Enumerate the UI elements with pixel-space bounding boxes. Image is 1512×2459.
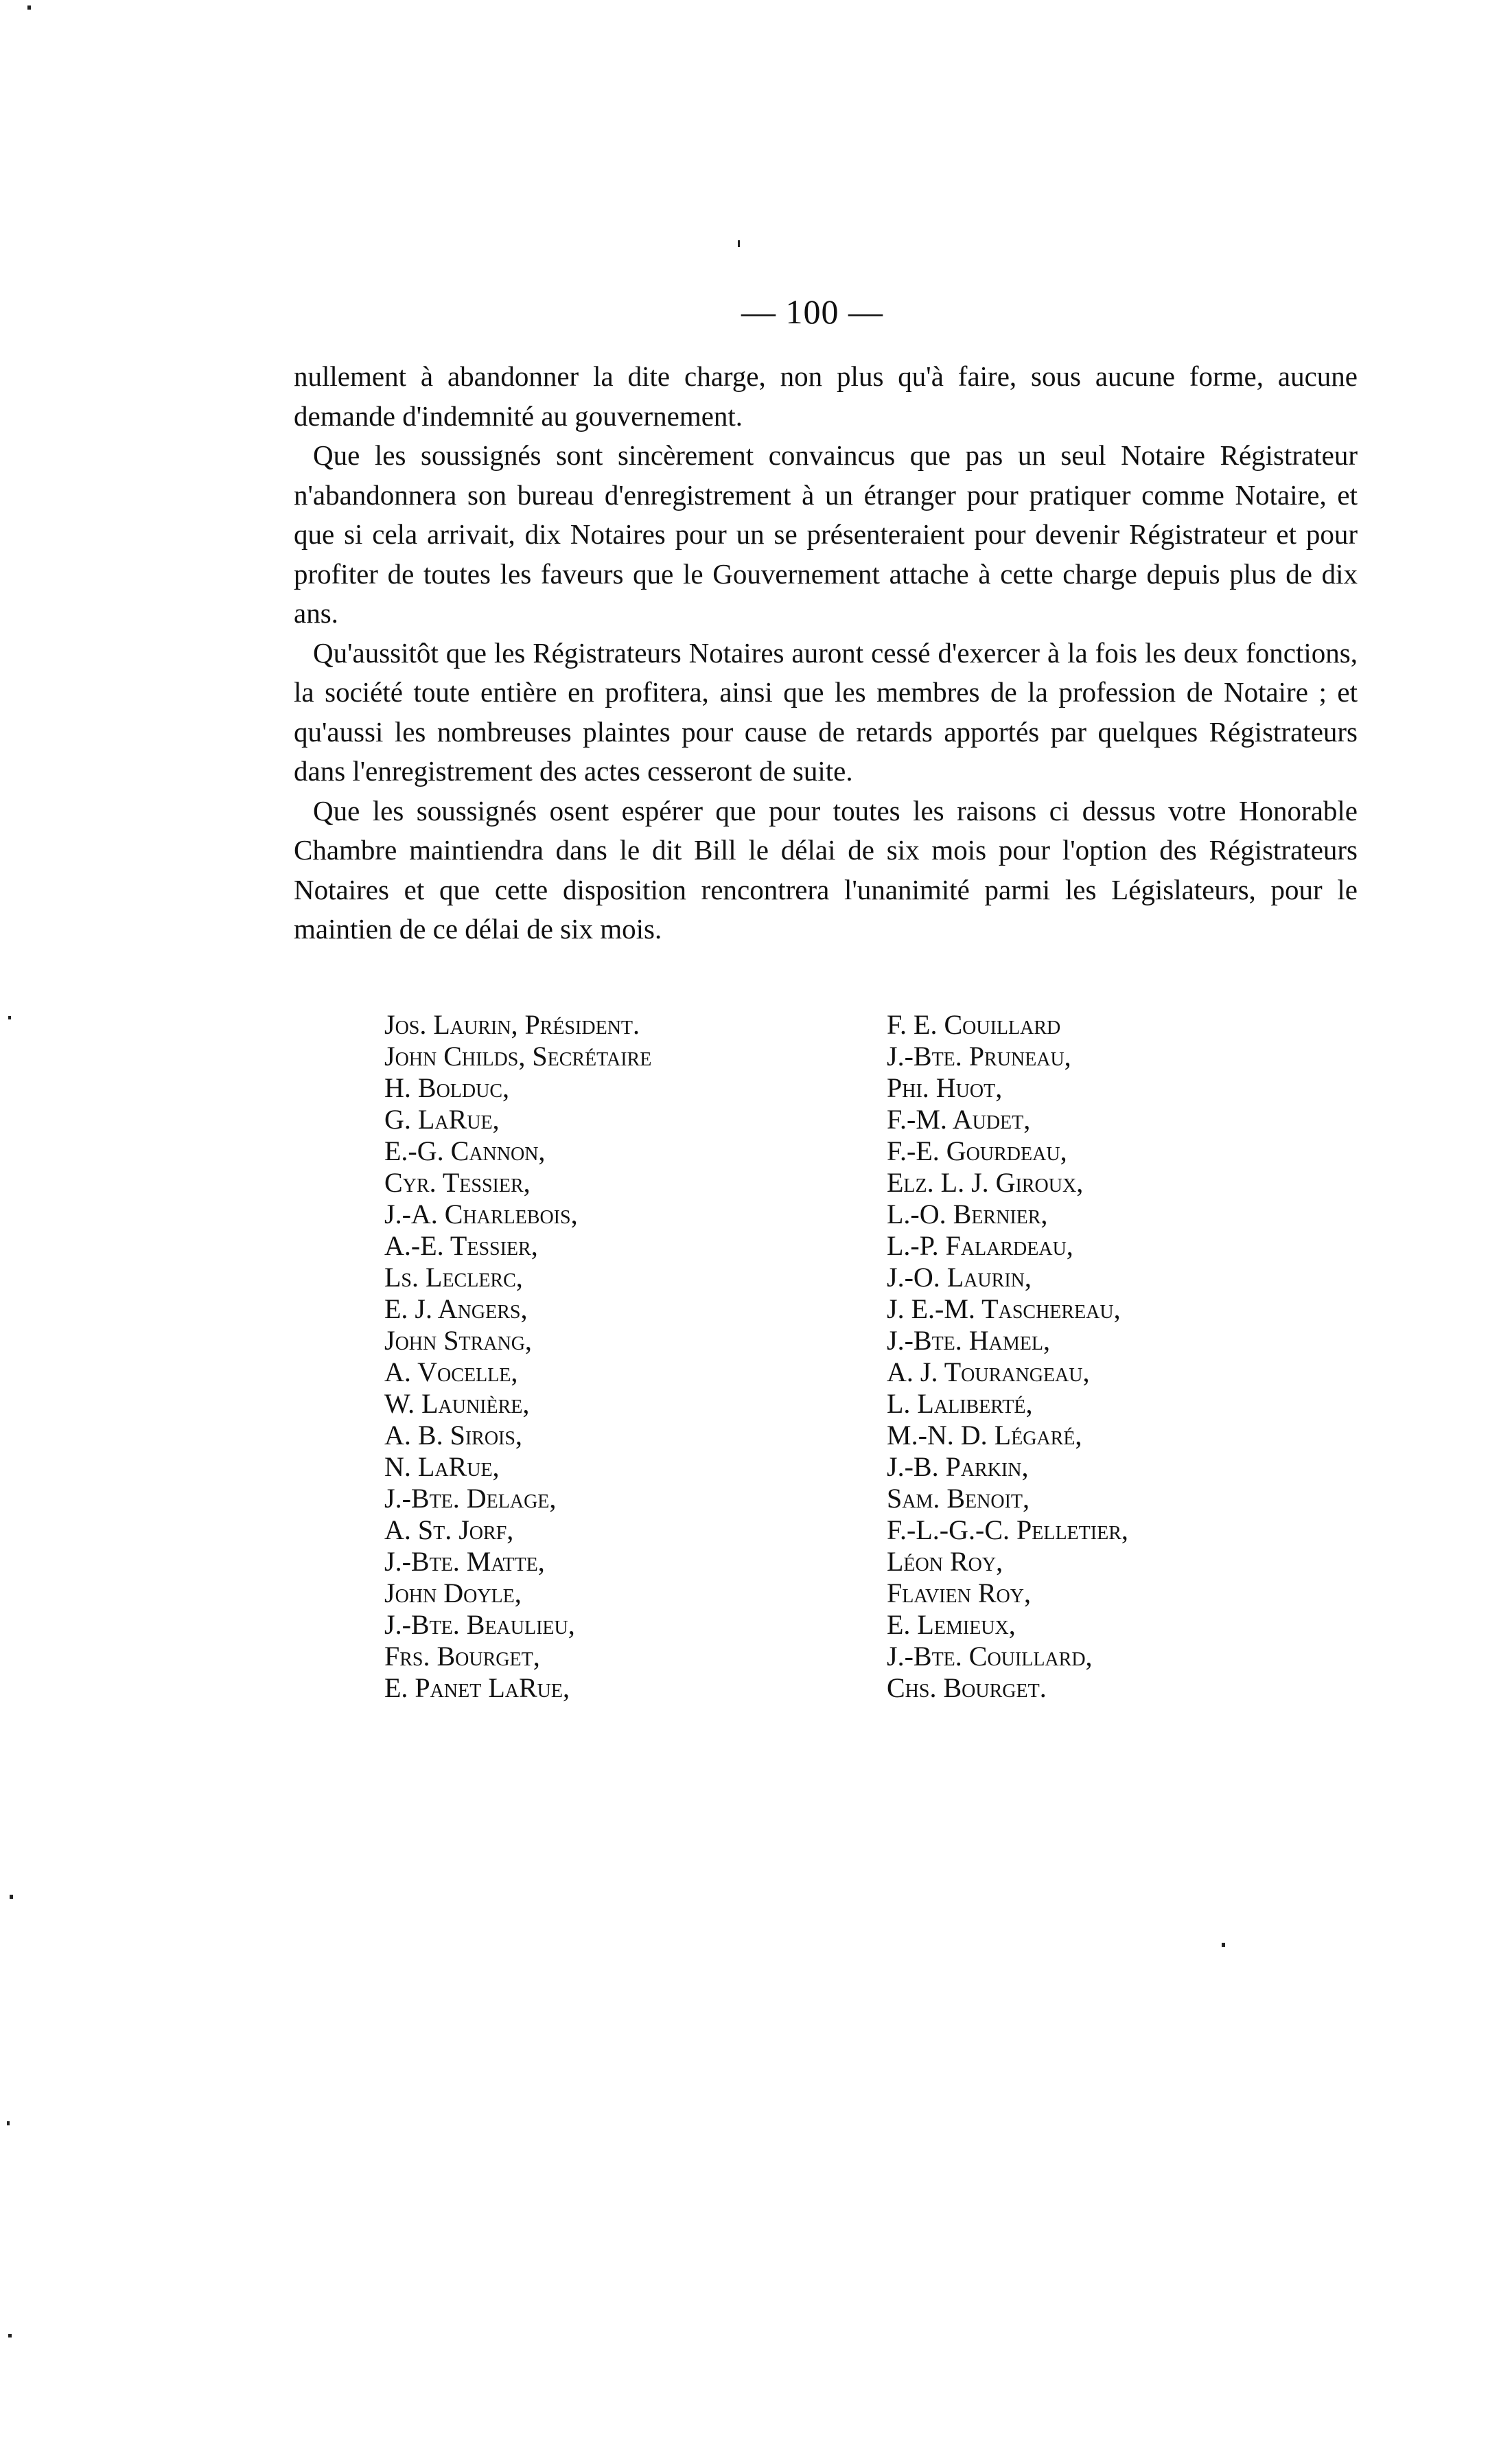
signature-entry — [384, 1483, 830, 1514]
body-text — [294, 357, 1358, 949]
signature-entry — [887, 1072, 1333, 1104]
signatory-name: J.-Bte. Matte, — [384, 1546, 545, 1577]
signature-entry — [384, 1641, 830, 1672]
signatory-name: W. Launière, — [384, 1388, 530, 1419]
paragraph: Que les soussignés osent espérer que pour toutes les raisons ci dessus votre Honorable Chambre maintiendra dans le dit Bill le délai de six mois pour l'option des Régistrateurs Notaires et que cette disposition rencontrera l'unanimité parmi les Législateurs, pour le maintien de ce délai de six mois. — [294, 794, 1358, 945]
signatory-name: E. Panet LaRue, — [384, 1672, 570, 1703]
signature-entry — [887, 1262, 1333, 1293]
signatory-name: E.-G. Cannon, — [384, 1135, 546, 1166]
signatory-name: J. E.-M. Taschereau, — [887, 1293, 1121, 1324]
signatory-name: Cyr. Tessier, — [384, 1167, 531, 1198]
signatory-name: A. B. Sirois, — [384, 1420, 522, 1451]
signature-entry — [384, 1451, 830, 1483]
signatory-name: J.-A. Charlebois, — [384, 1199, 578, 1230]
scan-speck — [10, 1895, 13, 1899]
signature-entry — [384, 1072, 830, 1104]
signature-entry — [384, 1325, 830, 1357]
scan-speck — [738, 240, 740, 247]
signature-entry — [384, 1009, 830, 1041]
signatory-name: Jos. Laurin, Président. — [384, 1009, 640, 1040]
signature-entry — [887, 1325, 1333, 1357]
signature-entry — [887, 1578, 1333, 1609]
signatory-name: L.-O. Bernier, — [887, 1199, 1048, 1230]
signature-entry — [887, 1514, 1333, 1546]
signatory-name: J.-Bte. Delage, — [384, 1483, 557, 1514]
signature-entry — [384, 1514, 830, 1546]
signatory-name: Frs. Bourget, — [384, 1641, 540, 1672]
signature-entry — [887, 1167, 1333, 1199]
signature-entry — [887, 1293, 1333, 1325]
signature-entry — [887, 1672, 1333, 1704]
signature-entry — [887, 1451, 1333, 1483]
signature-entry — [384, 1420, 830, 1451]
signatory-name: N. LaRue, — [384, 1451, 500, 1482]
paragraph: Que les soussignés sont sincèrement convaincus que pas un seul Notaire Régistrateur n'abandonnera son bureau d'enregistrement à un étranger pour pratiquer comme Notaire, et que si cela arrivait, dix Notaires pour un se présenteraient pour devenir Régistrateur et pour profiter de toutes les faveurs que le Gouvernement attache à cette charge depuis plus de dix ans. — [294, 439, 1358, 629]
signature-entry — [384, 1041, 830, 1072]
scan-speck — [27, 5, 31, 10]
scan-speck — [7, 2121, 10, 2125]
signature-entry — [887, 1135, 1333, 1167]
signature-entry — [887, 1609, 1333, 1641]
signatory-name: A. St. Jorf, — [384, 1514, 514, 1545]
signatory-name: L. Laliberté, — [887, 1388, 1033, 1419]
signatory-name: F.-E. Gourdeau, — [887, 1135, 1067, 1166]
signatory-name: H. Bolduc, — [384, 1072, 510, 1103]
signature-entry — [384, 1388, 830, 1420]
signature-entry — [887, 1420, 1333, 1451]
signature-entry — [384, 1230, 830, 1262]
signature-entry — [384, 1262, 830, 1293]
signature-column-right — [887, 1009, 1333, 1704]
signatory-name: J.-Bte. Couillard, — [887, 1641, 1093, 1672]
signatory-name: J.-Bte. Pruneau, — [887, 1041, 1071, 1072]
signature-entry — [887, 1230, 1333, 1262]
signature-entry — [384, 1135, 830, 1167]
signature-entry — [887, 1546, 1333, 1578]
signatory-name: J.-B. Parkin, — [887, 1451, 1029, 1482]
scan-speck — [8, 1016, 11, 1019]
signature-entry — [384, 1167, 830, 1199]
signatory-name: L.-P. Falardeau, — [887, 1230, 1073, 1261]
signatory-name: F. E. Couillard — [887, 1009, 1061, 1040]
signatory-name: John Childs, Secrétaire — [384, 1041, 652, 1072]
signature-entry — [887, 1388, 1333, 1420]
signatory-name: A. Vocelle, — [384, 1357, 518, 1387]
signatory-name: E. J. Angers, — [384, 1293, 528, 1324]
scan-speck — [1222, 1943, 1225, 1947]
page-number: — 100 — — [741, 292, 883, 331]
signatory-name: Elz. L. J. Giroux, — [887, 1167, 1084, 1198]
signatory-name: John Doyle, — [384, 1578, 522, 1608]
signature-entry — [384, 1546, 830, 1578]
signature-entry — [384, 1609, 830, 1641]
signatory-name: Flavien Roy, — [887, 1578, 1031, 1608]
signatory-name: A. J. Tourangeau, — [887, 1357, 1090, 1387]
signatory-name: G. LaRue, — [384, 1104, 500, 1135]
signatory-name: Sam. Benoit, — [887, 1483, 1030, 1514]
signature-entry — [887, 1357, 1333, 1388]
signatory-name: Chs. Bourget. — [887, 1672, 1047, 1703]
signatory-name: F.-L.-G.-C. Pelletier, — [887, 1514, 1128, 1545]
signatory-name: M.-N. D. Légaré, — [887, 1420, 1082, 1451]
signature-entry — [384, 1672, 830, 1704]
signatory-name: John Strang, — [384, 1325, 532, 1356]
signatory-name: Ls. Leclerc, — [384, 1262, 523, 1293]
scan-speck — [8, 2334, 12, 2337]
signature-entry — [887, 1104, 1333, 1135]
signatory-name: J.-Bte. Beaulieu, — [384, 1609, 575, 1640]
signature-entry — [887, 1199, 1333, 1230]
signature-entry — [887, 1009, 1333, 1041]
signatory-name: Léon Roy, — [887, 1546, 1003, 1577]
signatory-name: Phi. Huot, — [887, 1072, 1003, 1103]
signature-entry — [384, 1104, 830, 1135]
signatory-name: F.-M. Audet, — [887, 1104, 1031, 1135]
signatory-name: A.-E. Tessier, — [384, 1230, 538, 1261]
signature-entry — [887, 1483, 1333, 1514]
signatory-name: E. Lemieux, — [887, 1609, 1016, 1640]
signatory-name: J.-O. Laurin, — [887, 1262, 1032, 1293]
signature-entry — [887, 1041, 1333, 1072]
signature-column-left — [384, 1009, 830, 1704]
paragraph: Qu'aussitôt que les Régistrateurs Notaires auront cessé d'exercer à la fois les deux fonctions, la société toute entière en profitera, ainsi que les membres de la profession de Notaire ; et qu'aussi les nombreuses plaintes pour cause de retards apportés par quelques Régistrateurs dans l'enregistrement des actes cesseront de suite. — [294, 636, 1358, 787]
signature-entry — [887, 1641, 1333, 1672]
signature-entry — [384, 1357, 830, 1388]
signatory-name: J.-Bte. Hamel, — [887, 1325, 1050, 1356]
signature-entry — [384, 1578, 830, 1609]
signature-entry — [384, 1293, 830, 1325]
signature-entry — [384, 1199, 830, 1230]
paragraph: nullement à abandonner la dite charge, non plus qu'à faire, sous aucune forme, aucune demande d'indemnité au gouvernement. — [294, 360, 1358, 432]
